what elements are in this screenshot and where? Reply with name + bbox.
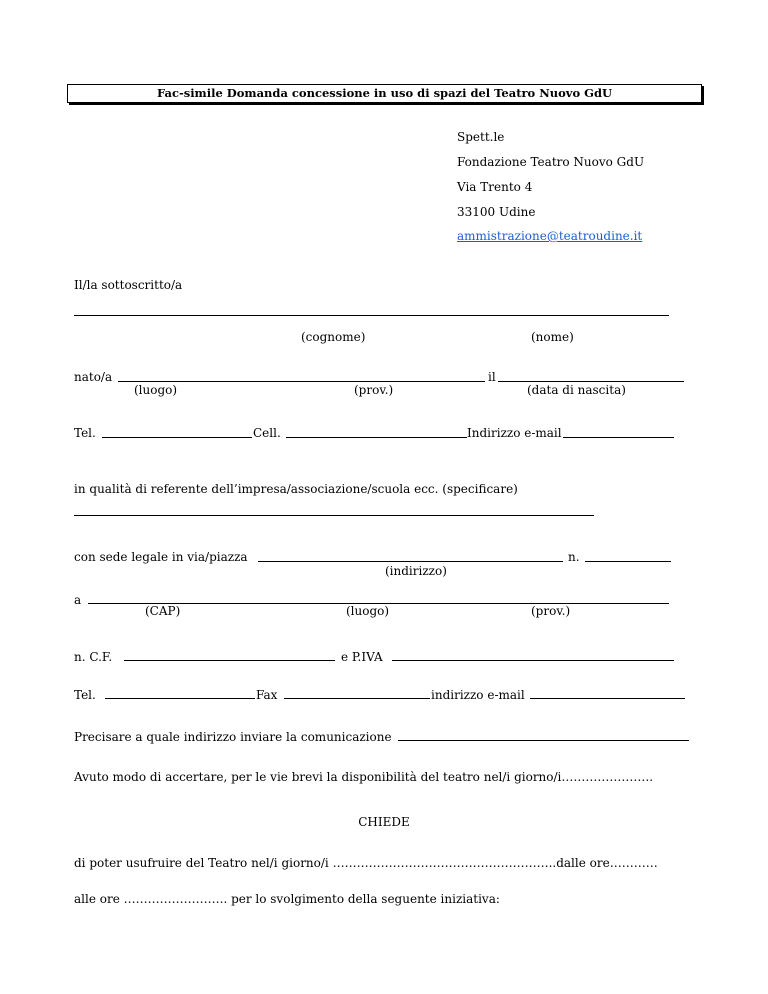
cf-label: n. C.F. xyxy=(74,650,113,664)
cell-field[interactable] xyxy=(286,437,467,438)
communication-field[interactable] xyxy=(398,740,689,741)
street-number-label: n. xyxy=(568,550,580,564)
vat-field[interactable] xyxy=(392,660,674,661)
city-prefix-label: a xyxy=(74,593,82,607)
request-line-2: alle ore …………………….. per lo svolgimento della seguente iniziativa: xyxy=(74,892,500,906)
city-label: (luogo) xyxy=(346,604,390,618)
street-number-field[interactable] xyxy=(585,561,671,562)
recipient-organization: Fondazione Teatro Nuovo GdU xyxy=(457,155,645,169)
company-tel-field[interactable] xyxy=(105,698,255,699)
company-email-label: indirizzo e-mail xyxy=(431,688,525,702)
fax-label: Fax xyxy=(256,688,278,702)
cap-label: (CAP) xyxy=(145,604,181,618)
recipient-city: 33100 Udine xyxy=(457,205,536,219)
cell-label: Cell. xyxy=(253,426,281,440)
company-email-field[interactable] xyxy=(530,698,685,699)
role-field[interactable] xyxy=(74,515,594,516)
role-label: in qualità di referente dell’impresa/associazione/scuola ecc. (specificare) xyxy=(74,482,518,496)
born-on-label: il xyxy=(488,370,496,384)
birthplace-field[interactable] xyxy=(118,381,485,382)
availability-text: Avuto modo di accertare, per le vie brevi la disponibilità del teatro nel/i giorno/i………………….. xyxy=(74,770,654,784)
vat-label: e P.IVA xyxy=(341,650,383,664)
company-tel-label: Tel. xyxy=(74,688,96,702)
recipient-email-link[interactable]: ammistrazione@teatroudine.it xyxy=(457,229,643,243)
birthdate-field[interactable] xyxy=(498,381,684,382)
applicant-intro: Il/la sottoscritto/a xyxy=(74,278,183,292)
office-label: con sede legale in via/piazza xyxy=(74,550,248,564)
request-line-1: di poter usufruire del Teatro nel/i giorno/i ………………………………………………..dalle ore………… xyxy=(74,856,658,870)
form-title: Fac-simile Domanda concessione in uso di spazi del Teatro Nuovo GdU xyxy=(67,84,702,103)
recipient-salutation: Spett.le xyxy=(457,130,505,144)
request-heading: CHIEDE xyxy=(358,815,410,829)
tel-label: Tel. xyxy=(74,426,96,440)
fax-field[interactable] xyxy=(284,698,430,699)
recipient-street: Via Trento 4 xyxy=(457,180,533,194)
birthplace-label: (luogo) xyxy=(134,383,178,397)
full-name-field[interactable] xyxy=(74,315,669,316)
name-label: (nome) xyxy=(531,330,574,344)
born-label: nato/a xyxy=(74,370,113,384)
birthdate-label: (data di nascita) xyxy=(527,383,626,397)
email-field[interactable] xyxy=(563,437,674,438)
cf-field[interactable] xyxy=(124,660,335,661)
surname-label: (cognome) xyxy=(301,330,366,344)
address-label: (indirizzo) xyxy=(385,564,447,578)
birth-prov-label: (prov.) xyxy=(354,383,394,397)
communication-label: Precisare a quale indirizzo inviare la comunicazione xyxy=(74,730,392,744)
company-prov-label: (prov.) xyxy=(531,604,571,618)
tel-field[interactable] xyxy=(102,437,252,438)
office-address-field[interactable] xyxy=(258,561,563,562)
email-label: Indirizzo e-mail xyxy=(467,426,562,440)
